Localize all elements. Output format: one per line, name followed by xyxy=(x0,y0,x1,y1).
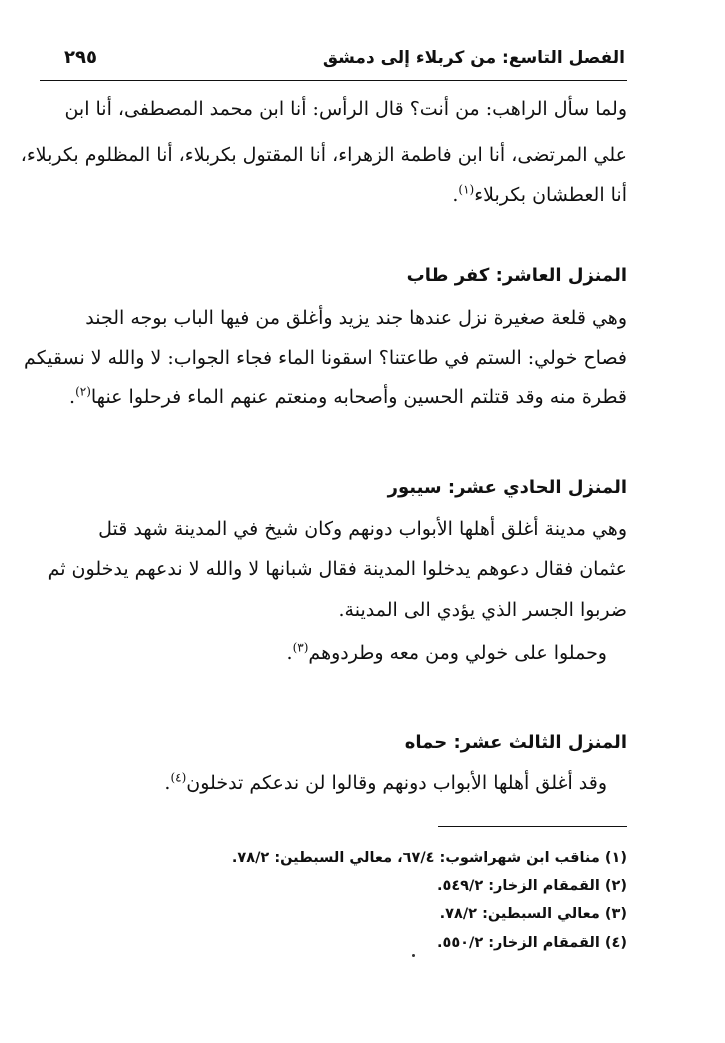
footnote-rule xyxy=(438,826,627,827)
footnote: (٣) معالي السبطين: ٧٨/٢. xyxy=(439,906,627,922)
paragraph-line: عثمان فقال دعوهم يدخلوا المدينة فقال شبانها لا والله لا ندعهم يدخلون ثم xyxy=(47,558,627,580)
footnote-ref: (١) xyxy=(458,182,475,197)
footnote: (٢) القمقام الزخار: ٥٤٩/٢. xyxy=(436,878,627,894)
section-heading: المنزل الثالث عشر: حماه xyxy=(404,732,627,753)
paragraph-line: قطرة منه وقد قتلتم الحسين وأصحابه ومنعتم عنهم الماء فرحلوا عنها$^{(٢)}$. xyxy=(69,384,627,408)
page-header xyxy=(40,42,625,76)
paragraph-line: وحملوا على خولي ومن معه وطردوهم$^{(٣)}$. xyxy=(286,640,607,664)
paragraph-line: فصاح خولي: الستم في طاعتنا؟ اسقونا الماء فجاء الجواب: لا والله لا نسقيكم xyxy=(24,347,627,369)
section-heading: المنزل الحادي عشر: سيبور xyxy=(387,477,627,498)
paragraph-line: ضربوا الجسر الذي يؤدي الى المدينة. xyxy=(338,599,627,621)
print-speck xyxy=(412,954,415,957)
running-title: الفصل التاسع: من كربلاء إلى دمشق xyxy=(322,48,625,68)
section-heading: المنزل العاشر: كفر طاب xyxy=(406,265,627,286)
paragraph-line: وهي قلعة صغيرة نزل عندها جند يزيد وأغلق من فيها الباب بوجه الجند xyxy=(85,307,627,329)
footnote-ref: (٢) xyxy=(75,384,91,399)
header-rule xyxy=(40,80,627,81)
page-number: ٢٩٥ xyxy=(64,47,97,68)
footnote: (٤) القمقام الزخار: ٥٥٠/٢. xyxy=(436,935,627,951)
paragraph-line: أنا العطشان بكربلاء$^{(١)}$. xyxy=(452,182,627,206)
paragraph-line: ولما سأل الراهب: من أنت؟ قال الرأس: أنا ابن محمد المصطفى، أنا ابن xyxy=(64,98,627,120)
footnote-ref: (٣) xyxy=(292,640,309,655)
paragraph-line: وهي مدينة أغلق أهلها الأبواب دونهم وكان شيخ في المدينة شهد قتل xyxy=(98,518,627,540)
paragraph-line: علي المرتضى، أنا ابن فاطمة الزهراء، أنا المقتول بكربلاء، أنا المظلوم بكربلاء، xyxy=(20,144,627,166)
paragraph-line: وقد أغلق أهلها الأبواب دونهم وقالوا لن ندعكم تدخلون$^{(٤)}$. xyxy=(164,770,607,794)
footnote: (١) مناقب ابن شهراشوب: ٦٧/٤، معالي السبطين: ٧٨/٢. xyxy=(231,850,627,866)
footnote-ref: (٤) xyxy=(170,770,187,785)
